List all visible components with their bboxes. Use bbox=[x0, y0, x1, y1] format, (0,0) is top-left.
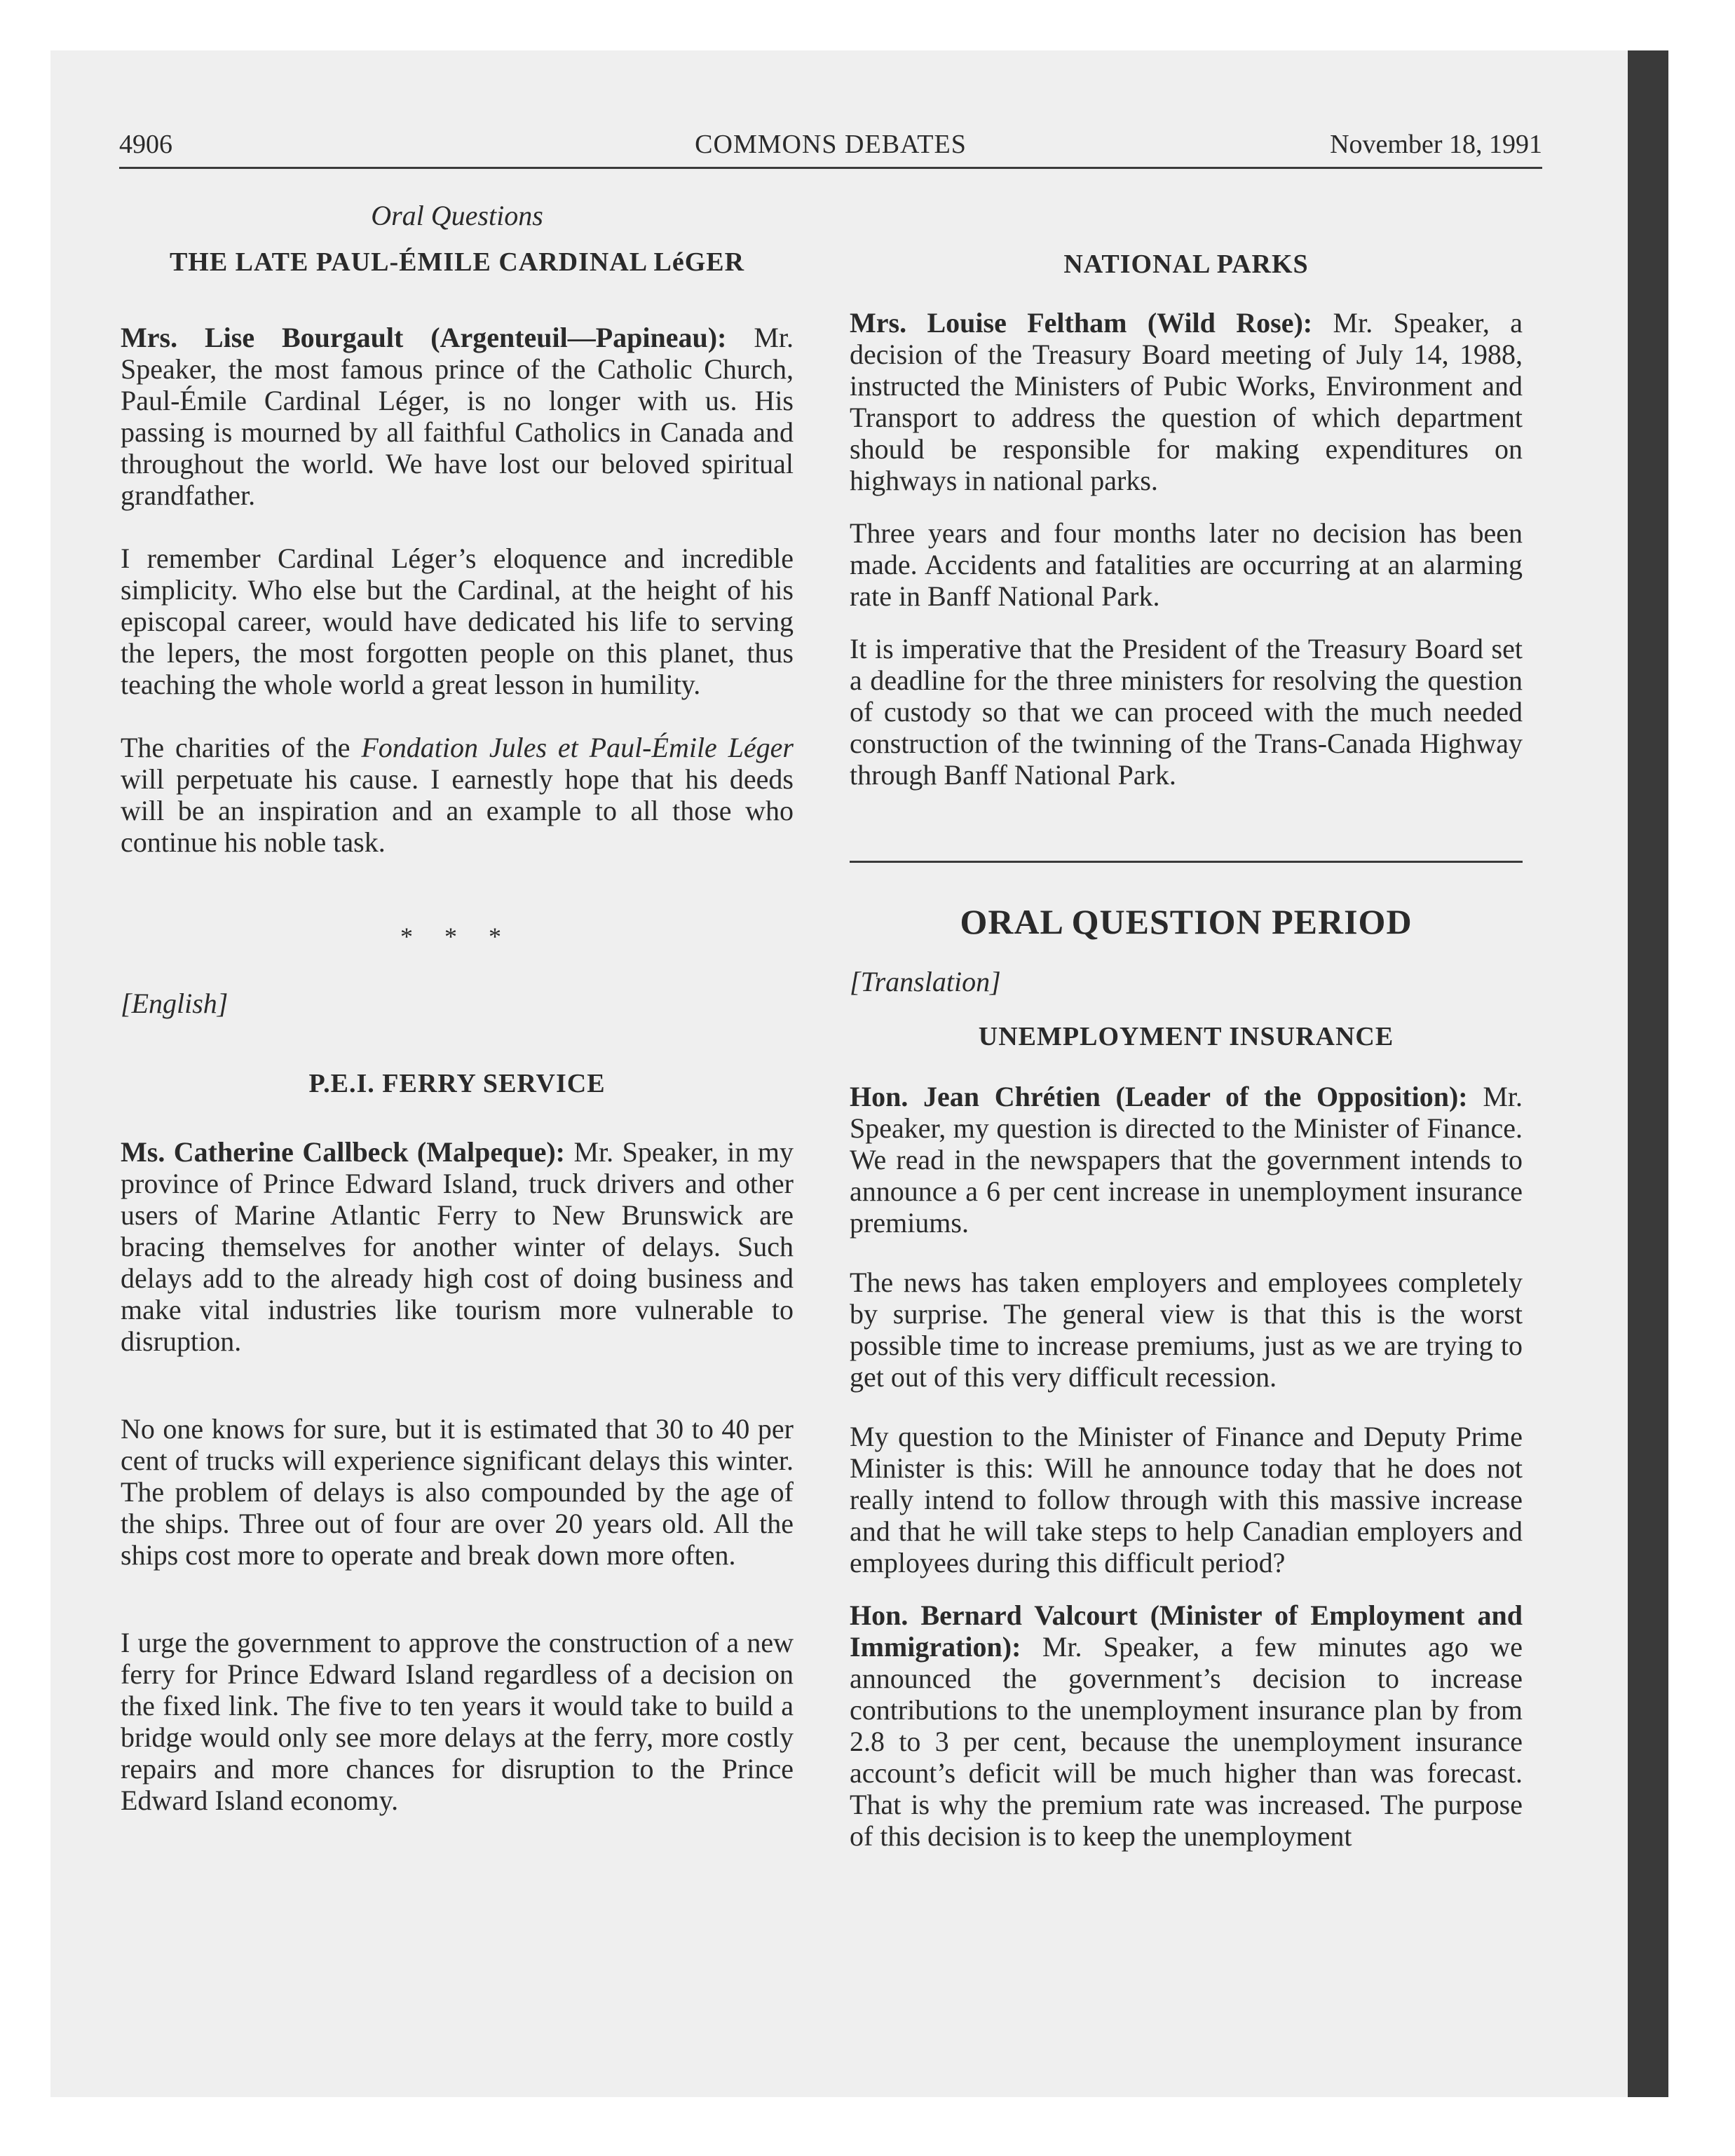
header-rule bbox=[119, 167, 1542, 169]
language-tag: [Translation] bbox=[850, 966, 1001, 997]
paragraph: I remember Cardinal Léger’s eloquence and incredible simplicity. Who else but the Cardinal, at the height of his episcopal career, would have dedicated his life to serving the lepers, the most forgotten people on this planet, thus teaching the whole world a great lesson in humility. bbox=[121, 543, 794, 700]
paragraph: My question to the Minister of Finance and Deputy Prime Minister is this: Will he announce today that he does not really intend to follow through with this massive increase and that he will take steps to help Canadian employers and employees during this difficult period? bbox=[850, 1421, 1523, 1578]
speaker-name: Mrs. Lise Bourgault (Argenteuil—Papineau): bbox=[121, 322, 727, 353]
paragraph: Three years and four months later no decision has been made. Accidents and fatalities are occurring at an alarming rate in Banff National Park. bbox=[850, 517, 1523, 612]
speaker-name: Hon. Jean Chrétien (Leader of the Opposition): bbox=[850, 1081, 1468, 1112]
paragraph: No one knows for sure, but it is estimated that 30 to 40 per cent of trucks will experience significant delays this winter. The problem of delays is also compounded by the age of the ships. Three out of four are over 20 years old. All the ships cost more to operate and break down more often. bbox=[121, 1413, 794, 1571]
speaker-name: Hon. Bernard Valcourt (Minister of Employment and Immigration): bbox=[850, 1599, 1523, 1663]
paragraph bbox=[121, 322, 794, 511]
section-title-oral-question-period: ORAL QUESTION PERIOD bbox=[960, 902, 1413, 941]
left-column bbox=[121, 200, 794, 1816]
paragraph-text: Mr. Speaker, the most famous prince of the Catholic Church, Paul-Émile Cardinal Léger, is no longer with us. His passing is mourned by all faithful Catholics in Canada and throughout the world. We have lost our beloved spiritual grandfather. bbox=[121, 322, 794, 511]
page-header bbox=[119, 123, 1542, 168]
right-column bbox=[850, 200, 1523, 1852]
paragraph: The news has taken employers and employees completely by surprise. The general view is that this is the worst possible time to increase premiums, just as we are trying to get out of this very difficult recession. bbox=[850, 1267, 1523, 1393]
publication-date: November 18, 1991 bbox=[1330, 130, 1542, 159]
speaker-name: Ms. Catherine Callbeck (Malpeque): bbox=[121, 1136, 565, 1168]
paragraph: I urge the government to approve the construction of a new ferry for Prince Edward Island regardless of a decision on the fixed link. The five to ten years it would take to build a bridge would only see more delays at the ferry, more costly repairs and more chances for disruption to the Prince Edward Island economy. bbox=[121, 1627, 794, 1816]
paragraph: It is imperative that the President of the Treasury Board set a deadline for the three ministers for resolving the question of custody so that we can proceed with the much needed construction of the twinning of the Trans-Canada Highway through Banff National Park. bbox=[850, 633, 1523, 791]
publication-title: COMMONS DEBATES bbox=[695, 130, 967, 159]
paragraph bbox=[850, 1081, 1523, 1239]
heading-unemployment-insurance: UNEMPLOYMENT INSURANCE bbox=[978, 1022, 1394, 1051]
scan-border bbox=[1628, 50, 1668, 2097]
paragraph-text: Mr. Speaker, a few minutes ago we announced the government’s decision to increase contributions to the unemployment insurance plan by from 2.8 to 3 per cent, because the unemployment insurance account’s deficit will be much higher than was forecast. That is why the premium rate was increased. The purpose of this decision is to keep the unemployment bbox=[850, 1631, 1523, 1852]
paragraph bbox=[121, 732, 794, 858]
heading-cardinal-leger: THE LATE PAUL-ÉMILE CARDINAL LéGER bbox=[169, 247, 745, 277]
page-number: 4906 bbox=[119, 130, 172, 159]
paragraph bbox=[850, 307, 1523, 496]
foundation-name: Fondation Jules et Paul-Émile Léger bbox=[361, 732, 794, 763]
heading-pei-ferry: P.E.I. FERRY SERVICE bbox=[308, 1069, 606, 1098]
paragraph bbox=[121, 1136, 794, 1357]
paragraph-text: The charities of the bbox=[121, 732, 362, 763]
section-rule bbox=[850, 861, 1523, 863]
paragraph bbox=[850, 1599, 1523, 1852]
paragraph-text: Mr. Speaker, a decision of the Treasury Board meeting of July 14, 1988, instructed the Ministers of Pubic Works, Environment and Transport to address the question of which department should be responsible for making expenditures on highways in national parks. bbox=[850, 307, 1523, 496]
separator-stars: * * * bbox=[400, 922, 514, 950]
heading-national-parks: NATIONAL PARKS bbox=[1063, 250, 1309, 279]
section-label: Oral Questions bbox=[371, 200, 543, 231]
language-tag: [English] bbox=[121, 988, 229, 1019]
paragraph-text: Mr. Speaker, in my province of Prince Edward Island, truck drivers and other users of Marine Atlantic Ferry to New Brunswick are bracing themselves for another winter of delays. Such delays add to the already high cost of doing business and make vital industries like tourism more vulnerable to disruption. bbox=[121, 1136, 794, 1357]
speaker-name: Mrs. Louise Feltham (Wild Rose): bbox=[850, 307, 1313, 339]
paragraph-text: Mr. Speaker, my question is directed to the Minister of Finance. We read in the newspapers that the government intends to announce a 6 per cent increase in unemployment insurance premiums. bbox=[850, 1081, 1523, 1239]
paragraph-text: will perpetuate his cause. I earnestly hope that his deeds will be an inspiration and an example to all those who continue his noble task. bbox=[121, 763, 794, 858]
